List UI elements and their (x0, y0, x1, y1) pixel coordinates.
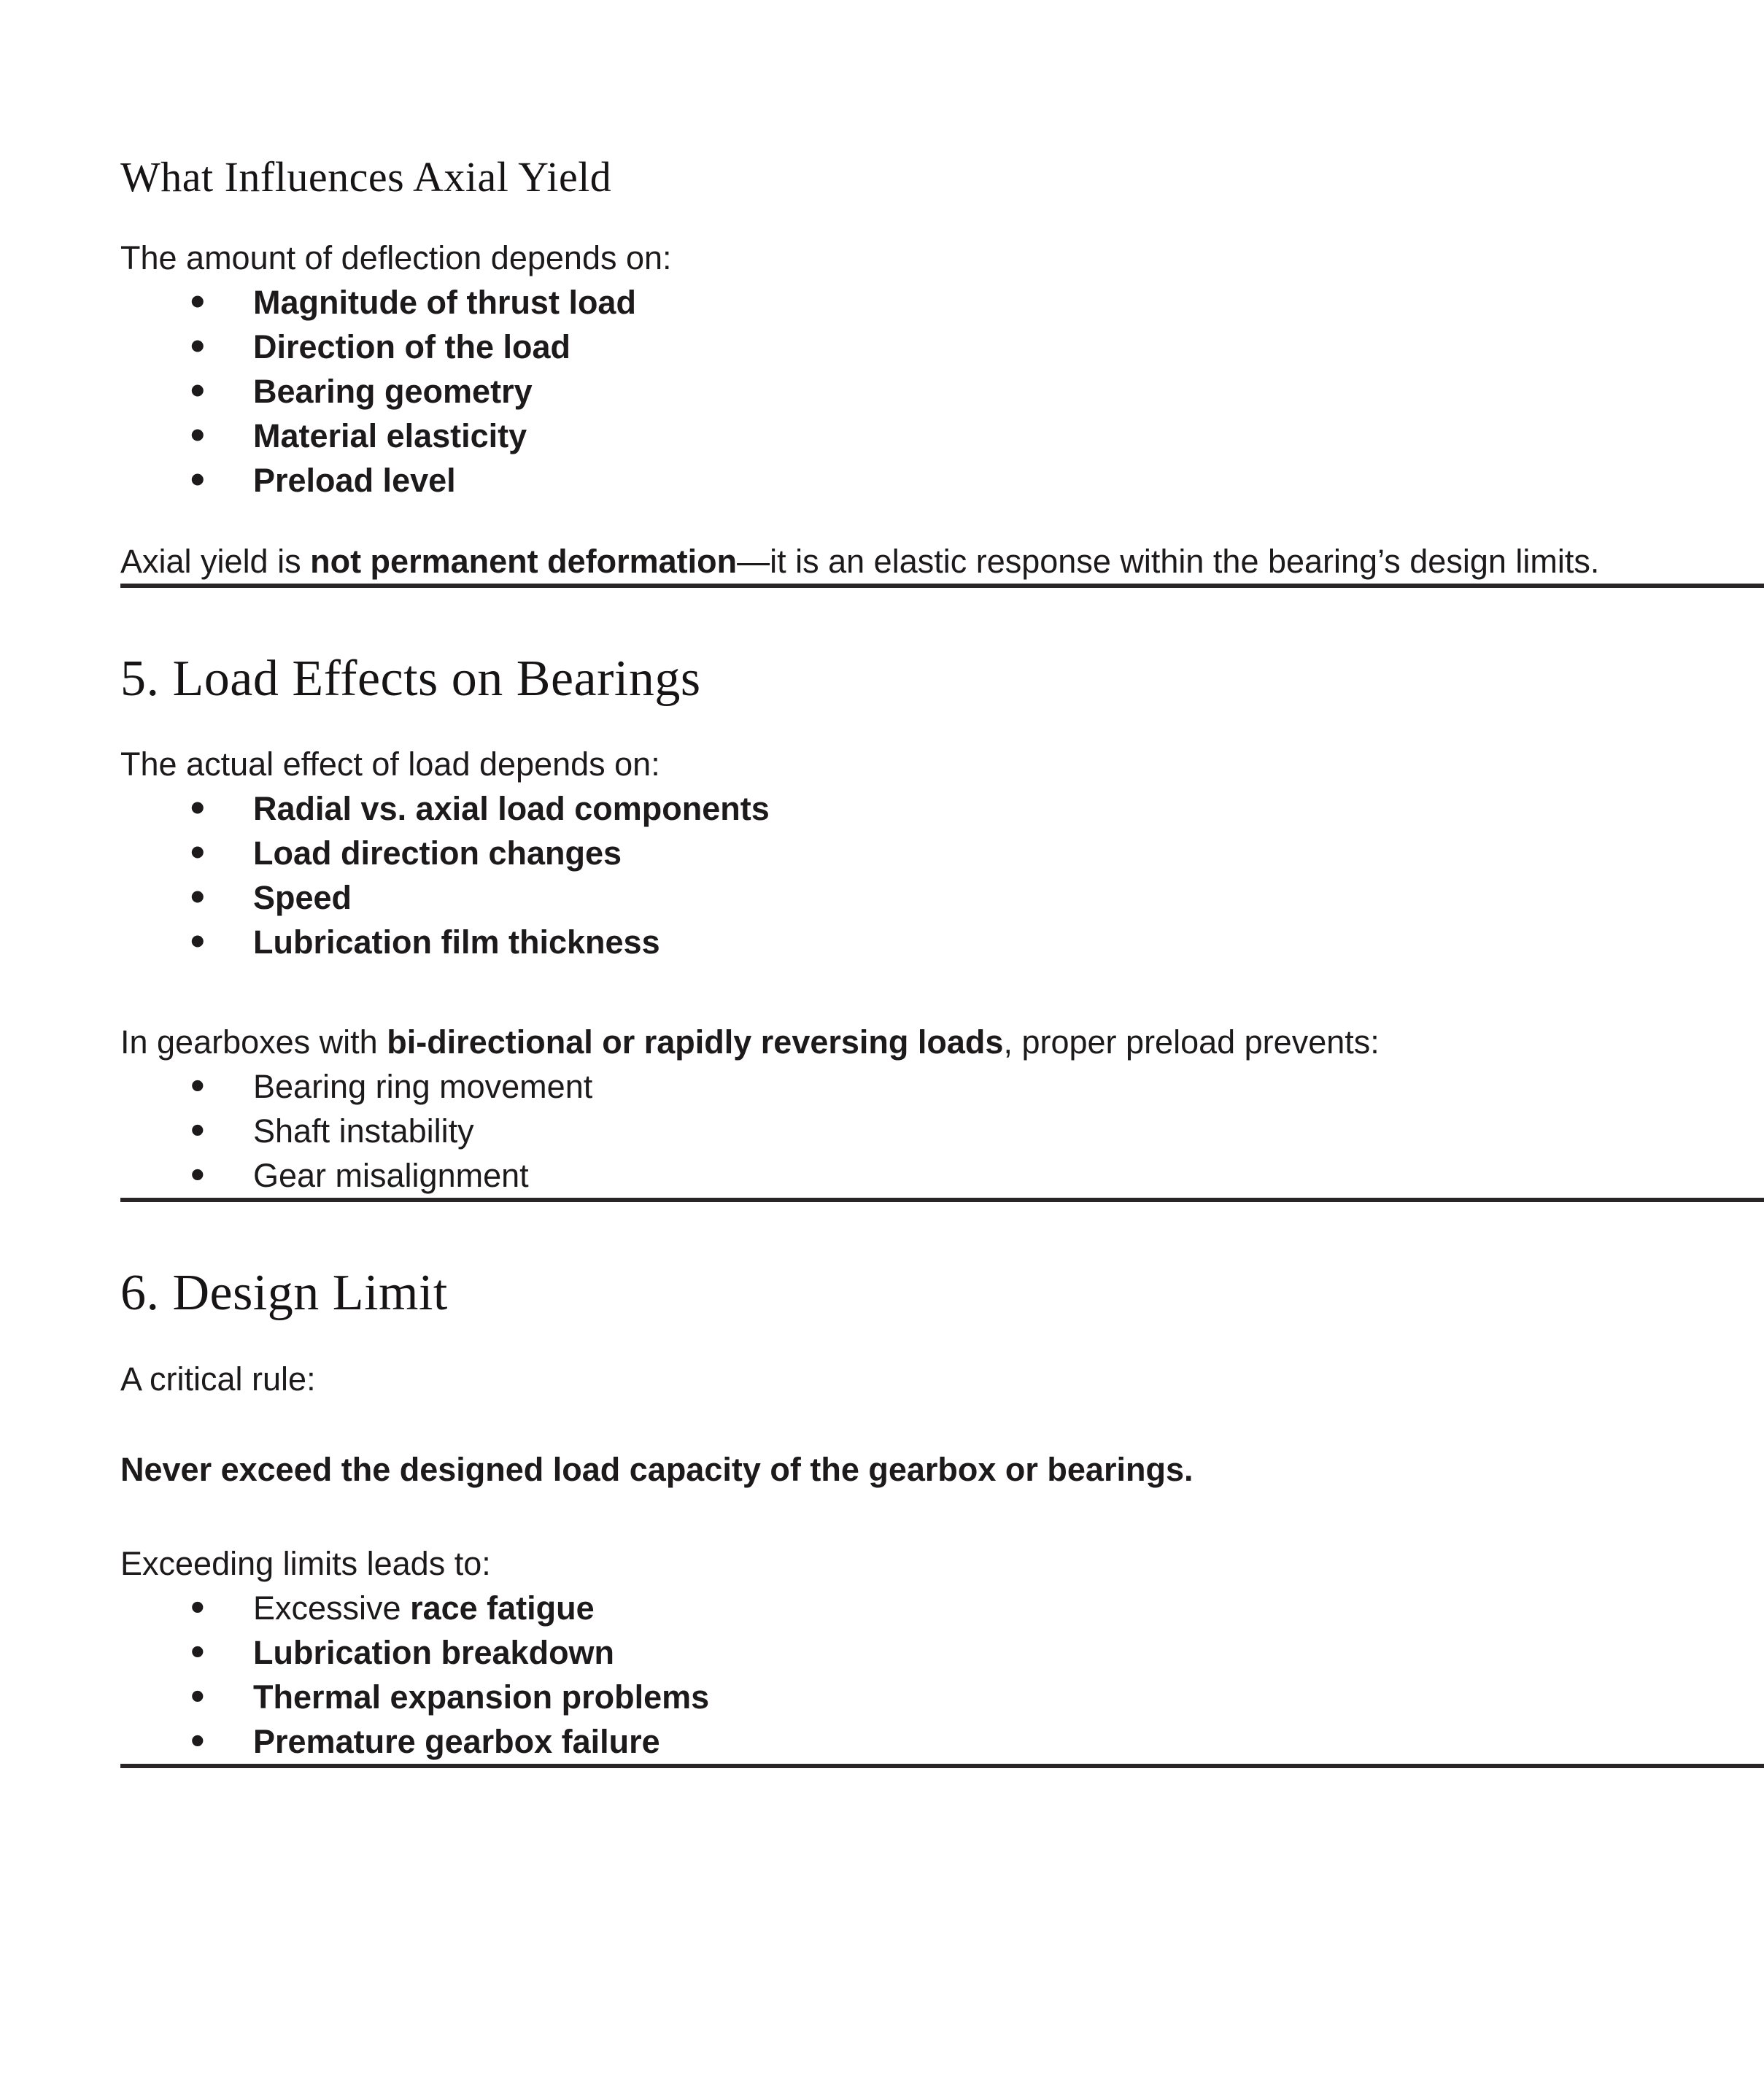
bullet-item: • Radial vs. axial load components (120, 786, 1764, 831)
rule-statement: Never exceed the designed load capacity of the gearbox or bearings. (120, 1450, 1194, 1488)
horizontal-rule (120, 1198, 1764, 1202)
text-segment-bold: race fatigue (410, 1589, 595, 1627)
bullet-item: • Bearing ring movement (120, 1064, 1764, 1109)
section-load-effects (120, 650, 1764, 1198)
intro-paragraph: The amount of deflection depends on: (120, 239, 672, 276)
closing-paragraph (120, 539, 1764, 584)
horizontal-rule (120, 1764, 1764, 1768)
bullet-item (120, 1719, 1764, 1764)
bullet-item: • Bearing geometry (120, 369, 1764, 414)
section-heading: 6. Design Limit (120, 1265, 448, 1322)
bullet-item: • Lubrication film thickness (120, 920, 1764, 964)
text-segment: , proper preload prevents: (1003, 1023, 1380, 1061)
transition-paragraph (120, 1020, 1764, 1064)
horizontal-rule (120, 584, 1764, 588)
bullet-item: • Shaft instability (120, 1109, 1764, 1153)
section-design-limit (120, 1264, 1764, 1764)
section-axial-yield (120, 153, 1764, 584)
text-segment-bold: Thermal expansion problems (253, 1678, 710, 1716)
bullet-list (120, 1064, 1764, 1198)
intro-paragraph: A critical rule: (120, 1360, 316, 1398)
bullet-item: • Preload level (120, 458, 1764, 503)
bullet-item: • Load direction changes (120, 831, 1764, 875)
bullet-item: • Magnitude of thrust load (120, 280, 1764, 325)
bullet-list (120, 1586, 1764, 1764)
bullet-item (120, 1630, 1764, 1675)
text-segment-bold: not permanent deformation (310, 542, 738, 580)
leadin-paragraph: Exceeding limits leads to: (120, 1544, 491, 1582)
bullet-list (120, 280, 1764, 503)
section-heading: 5. Load Effects on Bearings (120, 650, 701, 707)
text-segment: Excessive (253, 1589, 411, 1627)
text-segment: In gearboxes with (120, 1023, 387, 1061)
text-segment-bold: Lubrication breakdown (253, 1633, 615, 1671)
bullet-item: • Direction of the load (120, 325, 1764, 369)
text-segment: —it is an elastic response within the bearing’s design limits. (737, 542, 1600, 580)
bullet-item: • Speed (120, 875, 1764, 920)
bullet-list (120, 786, 1764, 964)
text-segment: Axial yield is (120, 542, 311, 580)
bullet-item (120, 1675, 1764, 1719)
text-segment-bold: Premature gearbox failure (253, 1722, 660, 1760)
text-segment-bold: bi-directional or rapidly reversing loads (387, 1023, 1004, 1061)
bullet-item: • Material elasticity (120, 414, 1764, 458)
bullet-item: • Gear misalignment (120, 1153, 1764, 1198)
intro-paragraph: The actual effect of load depends on: (120, 745, 660, 783)
section-heading: What Influences Axial Yield (120, 153, 612, 201)
bullet-item (120, 1586, 1764, 1630)
